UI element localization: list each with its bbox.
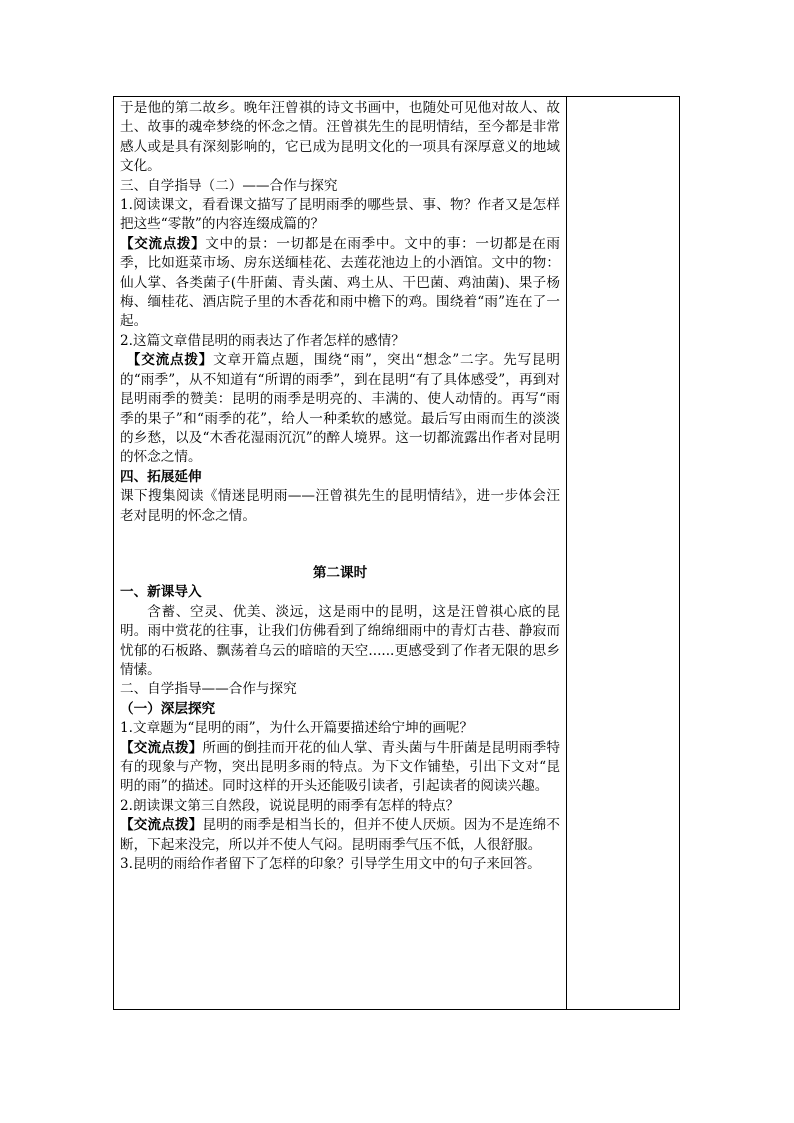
main-content-cell <box>114 97 567 1009</box>
notes-cell <box>567 97 679 1009</box>
answer-text: 文中的景：一切都是在雨季中。文中的事：一切都是在雨季，比如逛菜市场、房东送缅桂花、去莲花池边上的小酒馆。文中的物：仙人掌、各类菌子(牛肝菌、青头菌、鸡土从、干巴菌、鸡油菌)、果子杨梅、缅桂花、酒店院子里的木香花和雨中檐下的鸡。围绕着“雨”连在了一起。 <box>120 235 560 330</box>
deep-answer-2 <box>120 816 560 855</box>
answer-label: 【交流点拨】 <box>126 352 214 369</box>
spacer <box>120 526 560 564</box>
answer-label: 【交流点拨】 <box>120 235 206 252</box>
section-heading-3: 三、自学指导（二）——合作与探究 <box>120 177 338 194</box>
answer-label: 【交流点拨】 <box>120 739 203 756</box>
answer-1 <box>120 235 560 332</box>
answer-label: 【交流点拨】 <box>120 817 203 834</box>
intro-text: 含蓄、空灵、优美、淡远，这是雨中的昆明，这是汪曾祺心底的昆明。雨中赏花的往事，让我们仿佛看到了绵绵细雨中的青灯古巷、静寂而忧郁的石板路、飘荡着乌云的暗暗的天空......更感受到了作者无限的思乡情愫。 <box>120 603 560 678</box>
question-1: 1.阅读课文，看看课文描写了昆明雨季的哪些景、事、物？作者又是怎样把这些“零散”的内容连缀成篇的？ <box>120 197 560 233</box>
deep-question-2: 2.朗读课文第三自然段，说说昆明的雨季有怎样的特点？ <box>120 797 460 814</box>
intro-heading: 一、新课导入 <box>120 584 202 601</box>
paragraph-continuation: 于是他的第二故乡。晚年汪曾祺的诗文书画中，也随处可见他对故人、故土、故事的魂牵梦绕的怀念之情。汪曾祺先生的昆明情结，至今都是非常感人或是具有深刻影响的，它已成为昆明文化的一项具有深厚意义的地域文化。 <box>120 100 560 175</box>
lesson-plan-table <box>113 96 680 1010</box>
lesson-2-title: 第二课时 <box>312 564 368 581</box>
deep-question-1: 1.文章题为“昆明的雨”，为什么开篇要描述给宁坤的画呢？ <box>120 720 474 737</box>
answer-text: 文章开篇点题，围绕“雨”，突出“想念”二字。先写昆明的“雨季”，从不知道有“所谓的雨季”，到在昆明“有了具体感受”，再到对昆明雨季的赞美：昆明的雨季是明亮的、丰满的、使人动情的。再写“雨季的果子”和“雨季的花”，给人一种柔软的感觉。最后写由雨而生的淡淡的乡愁，以及“木香花湿雨沉沉”的醉人境界。这一切都流露出作者对昆明的怀念之情。 <box>120 352 561 466</box>
answer-text: 所画的倒挂而开花的仙人掌、青头菌与牛肝菌是昆明雨季特有的现象与产物，突出昆明多雨的特点。为下文作铺垫，引出下文对“昆明的雨”的描述。同时这样的开头还能吸引读者，引起读者的阅读兴趣。 <box>120 739 560 795</box>
deep-inquiry-heading: （一）深层探究 <box>120 700 216 717</box>
section-heading-4: 四、拓展延伸 <box>120 468 202 485</box>
extension-text: 课下搜集阅读《情迷昆明雨——汪曾祺先生的昆明情结》，进一步体会汪老对昆明的怀念之情。 <box>120 488 560 524</box>
deep-answer-1 <box>120 739 560 797</box>
answer-2 <box>120 351 560 467</box>
question-2: 2.这篇文章借昆明的雨表达了作者怎样的感情？ <box>120 332 405 349</box>
answer-text: 昆明的雨季是相当长的，但并不使人厌烦。因为不是连绵不断，下起来没完，所以并不使人气闷。昆明雨季气压不低，人很舒服。 <box>120 817 560 853</box>
guide-heading: 二、自学指导——合作与探究 <box>120 681 297 698</box>
deep-question-3: 3.昆明的雨给作者留下了怎样的印象？引导学生用文中的句子来回答。 <box>120 856 541 873</box>
